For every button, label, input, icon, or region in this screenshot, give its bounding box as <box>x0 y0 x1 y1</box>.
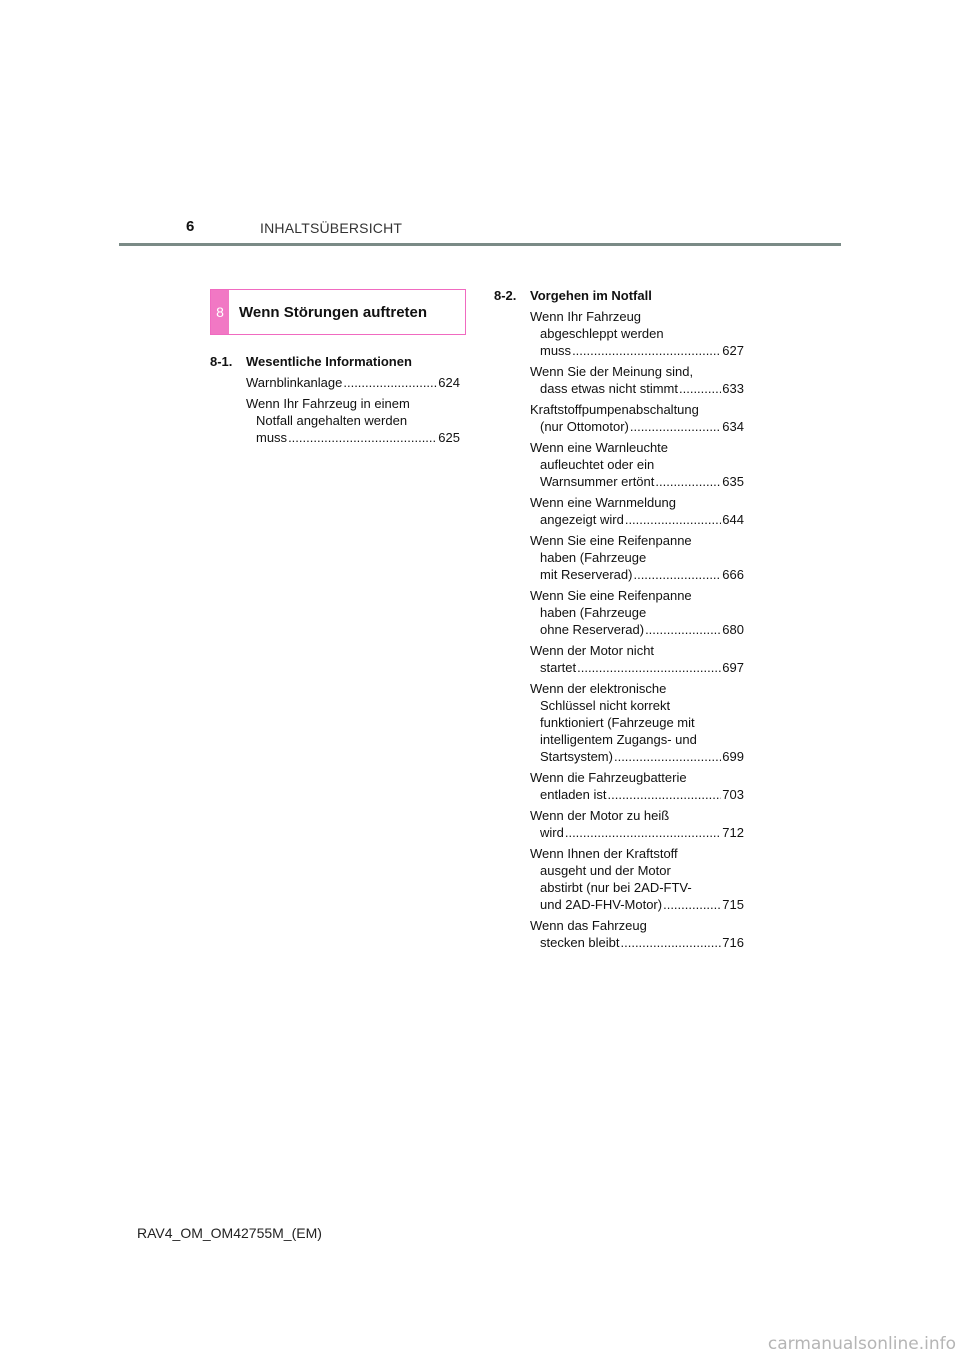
toc-entry-text: funktioniert (Fahrzeuge mit <box>540 715 695 730</box>
dot-leader <box>625 511 721 528</box>
toc-entry-text: intelligentem Zugangs- und <box>540 732 697 747</box>
dot-leader <box>565 824 721 841</box>
toc-page-number: 634 <box>722 419 744 434</box>
toc-entry-leader-row <box>530 566 744 583</box>
toc-page-number: 699 <box>722 749 744 764</box>
footer-document-code: RAV4_OM_OM42755M_(EM) <box>137 1225 322 1241</box>
toc-entry-text: Wenn Sie eine Reifenpanne <box>530 533 692 548</box>
watermark: carmanualsonline.info <box>767 1334 956 1354</box>
toc-page-number: 624 <box>438 375 460 390</box>
toc-entry-text: abgeschleppt werden <box>540 326 664 341</box>
dot-leader <box>614 748 721 765</box>
toc-entry-leader-row <box>530 473 744 490</box>
toc-entry-leader-row <box>246 429 460 446</box>
page-number: 6 <box>186 218 195 235</box>
toc-entry[interactable] <box>530 642 744 676</box>
toc-entry-text: Notfall angehalten werden <box>256 413 408 428</box>
toc-page-number: 716 <box>722 935 744 950</box>
dot-leader <box>577 659 721 676</box>
page-header-title: INHALTSÜBERSICHT <box>260 220 403 236</box>
toc-entry-text: stecken bleibt <box>540 935 620 950</box>
toc-entry-text: abstirbt (nur bei 2AD-FTV- <box>540 880 692 895</box>
toc-entry[interactable] <box>530 308 744 359</box>
dot-leader <box>655 473 721 490</box>
toc-entry-text: Warnsummer ertönt <box>540 474 655 489</box>
toc-entry-text: Wenn Sie der Meinung sind, <box>530 364 694 379</box>
toc-entry-text: haben (Fahrzeuge <box>540 605 647 620</box>
toc-entry-text: Startsystem) <box>540 749 613 764</box>
toc-page-number: 633 <box>722 381 744 396</box>
toc-entry-text: entladen ist <box>540 787 607 802</box>
toc-entry[interactable] <box>530 917 744 951</box>
toc-entry-leader-row <box>530 342 744 359</box>
toc-entry-leader-row <box>530 621 744 638</box>
dot-leader <box>572 342 721 359</box>
toc-entry[interactable] <box>530 587 744 638</box>
toc-entry-leader-row <box>530 659 744 676</box>
section-title: Wenn Störungen auftreten <box>239 303 428 321</box>
toc-entry-text: Kraftstoffpumpenabschaltung <box>530 402 699 417</box>
toc-page-number: 644 <box>722 512 744 527</box>
toc-entry-text: dass etwas nicht stimmt <box>540 381 678 396</box>
toc-entry[interactable] <box>246 374 460 391</box>
toc-entry-text: Wenn Ihr Fahrzeug in einem <box>246 396 410 411</box>
toc-entry-text: Schlüssel nicht korrekt <box>540 698 671 713</box>
dot-leader <box>343 374 437 391</box>
toc-entry-leader-row <box>246 374 460 391</box>
toc-entry[interactable] <box>530 807 744 841</box>
dot-leader <box>288 429 437 446</box>
toc-entry-text: Wenn der Motor nicht <box>530 643 655 658</box>
toc-entry-text: haben (Fahrzeuge <box>540 550 647 565</box>
toc-entry-leader-row <box>530 786 744 803</box>
toc-entry-text: Wenn die Fahrzeugbatterie <box>530 770 687 785</box>
toc-column-left <box>210 353 460 450</box>
toc-page-number: 715 <box>722 897 744 912</box>
toc-page-number: 627 <box>722 343 744 358</box>
toc-page-number: 697 <box>722 660 744 675</box>
toc-entry-text: Wenn eine Warnleuchte <box>530 440 669 455</box>
toc-entry[interactable] <box>246 395 460 446</box>
chapter-title: Wesentliche Informationen <box>246 354 412 369</box>
header-divider <box>119 243 841 246</box>
toc-entry-text: Warnblinkanlage <box>246 375 343 390</box>
toc-entry-text: muss <box>540 343 572 358</box>
toc-entry[interactable] <box>530 845 744 913</box>
toc-entry-text: Wenn Sie eine Reifenpanne <box>530 588 692 603</box>
toc-entry-text: angezeigt wird <box>540 512 624 527</box>
toc-column-right <box>494 287 744 955</box>
toc-page-number: 703 <box>722 787 744 802</box>
toc-entry-text: aufleuchtet oder ein <box>540 457 655 472</box>
dot-leader <box>663 896 721 913</box>
chapter-title: Vorgehen im Notfall <box>530 288 652 303</box>
toc-entry-text: Wenn das Fahrzeug <box>530 918 647 933</box>
toc-page-number: 625 <box>438 430 460 445</box>
toc-entry-text: wird <box>540 825 564 840</box>
dot-leader <box>621 934 722 951</box>
toc-entry-leader-row <box>530 380 744 397</box>
toc-entry[interactable] <box>530 769 744 803</box>
toc-entry-leader-row <box>530 824 744 841</box>
toc-entry-text: (nur Ottomotor) <box>540 419 629 434</box>
toc-entry-text: mit Reserverad) <box>540 567 633 582</box>
toc-entry-text: Wenn Ihr Fahrzeug <box>530 309 642 324</box>
toc-entry-text: und 2AD-FHV-Motor) <box>540 897 663 912</box>
toc-page-number: 635 <box>722 474 744 489</box>
toc-chapter-heading <box>494 287 744 304</box>
chapter-number: 8-1. <box>210 354 233 369</box>
toc-entry[interactable] <box>530 401 744 435</box>
toc-entry[interactable] <box>530 532 744 583</box>
toc-page-number: 712 <box>722 825 744 840</box>
dot-leader <box>679 380 721 397</box>
toc-entry-leader-row <box>530 418 744 435</box>
toc-entry-text: Wenn der Motor zu heiß <box>530 808 670 823</box>
dot-leader <box>633 566 721 583</box>
toc-entry[interactable] <box>530 494 744 528</box>
toc-entry-leader-row <box>530 934 744 951</box>
toc-entry-leader-row <box>530 896 744 913</box>
toc-entry[interactable] <box>530 680 744 765</box>
toc-entry-leader-row <box>530 748 744 765</box>
toc-entry-text: Wenn Ihnen der Kraftstoff <box>530 846 678 861</box>
dot-leader <box>630 418 721 435</box>
section-number-tab: 8 <box>211 290 229 334</box>
toc-entry-leader-row <box>530 511 744 528</box>
toc-entry[interactable] <box>530 363 744 397</box>
toc-entry-text: muss <box>256 430 288 445</box>
toc-chapter-heading <box>210 353 460 370</box>
toc-entry-text: Wenn der elektronische <box>530 681 667 696</box>
toc-entry[interactable] <box>530 439 744 490</box>
toc-entry-text: ausgeht und der Motor <box>540 863 671 878</box>
toc-entry-text: ohne Reserverad) <box>540 622 645 637</box>
toc-page-number: 666 <box>722 567 744 582</box>
toc-entry-text: startet <box>540 660 577 675</box>
dot-leader <box>645 621 721 638</box>
toc-page-number: 680 <box>722 622 744 637</box>
dot-leader <box>608 786 722 803</box>
section-heading <box>210 289 466 335</box>
toc-entry-text: Wenn eine Warnmeldung <box>530 495 676 510</box>
chapter-number: 8-2. <box>494 288 517 303</box>
